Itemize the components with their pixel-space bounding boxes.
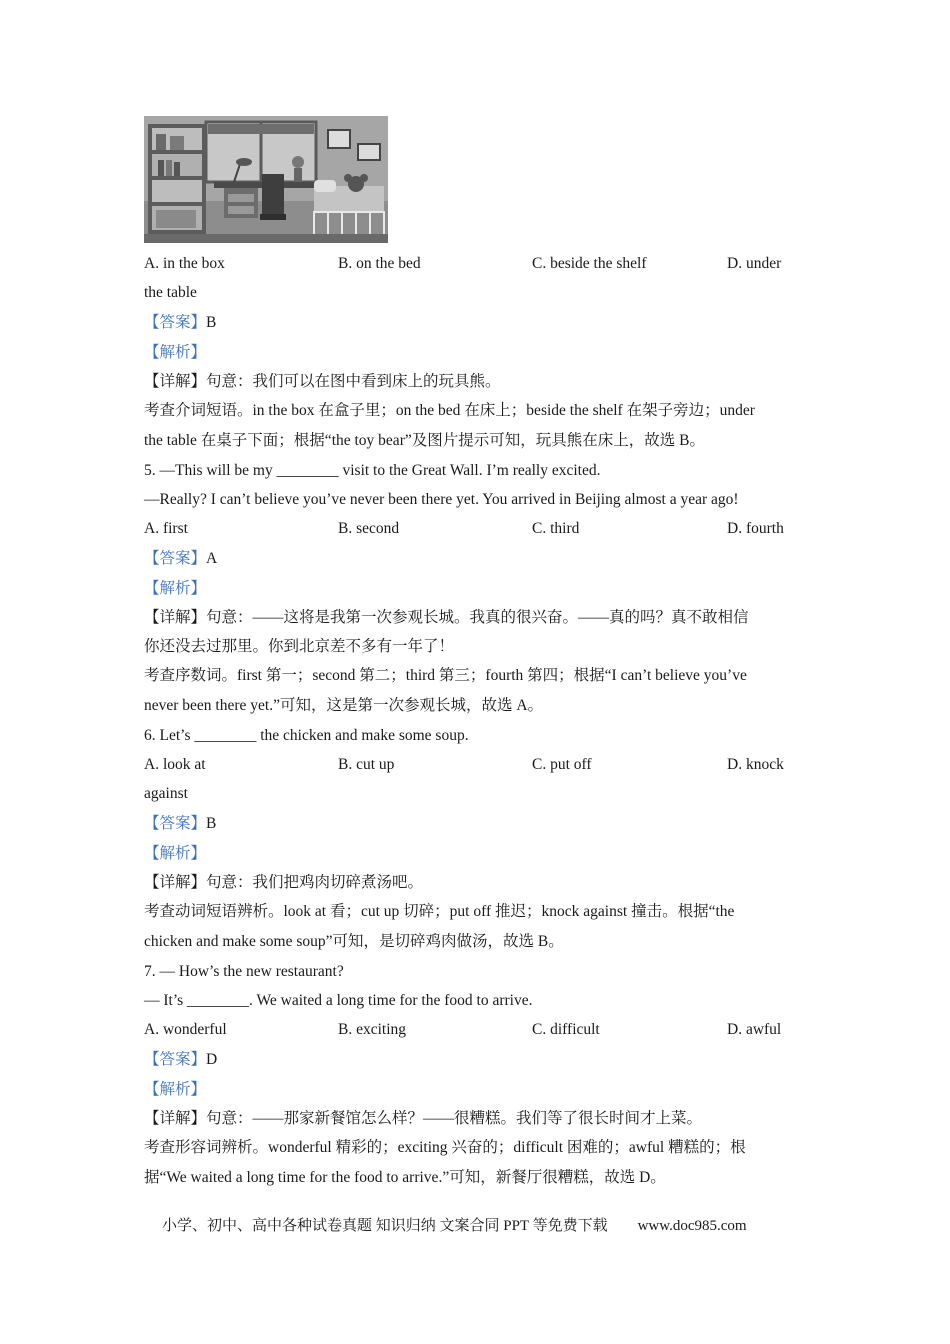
q6-option-wrap: against	[144, 785, 188, 802]
detail-tag: 【详解】	[144, 1110, 207, 1127]
q7-explain-2: 据“We waited a long time for the food to arrive.”可知，新餐厅很糟糕，故选 D。	[144, 1169, 666, 1186]
q5-option-d: D. fourth	[727, 520, 784, 537]
q4-option-b: B. on the bed	[338, 255, 421, 272]
answer-value: B	[206, 314, 217, 331]
q4-explain-2: the table 在桌子下面；根据“the toy bear”及图片提示可知，玩具熊在床上，故选 B。	[144, 432, 705, 449]
q7-analysis-tag: 【解析】	[144, 1081, 207, 1098]
answer-tag: 【答案】	[144, 1051, 207, 1068]
detail-tag: 【详解】	[144, 609, 207, 626]
footer-url[interactable]: www.doc985.com	[637, 1218, 747, 1234]
q5-detail-1	[144, 608, 749, 628]
q6-explain-1: 考查动词短语辨析。look at 看；cut up 切碎；put off 推迟；knock against 撞击。根据“the	[144, 903, 735, 920]
q6-option-d: D. knock	[727, 756, 784, 773]
detail-text: 句意：——那家新餐馆怎么样？——很糟糕。我们等了很长时间才上菜。	[206, 1110, 703, 1127]
q5-stem-2: —Really? I can’t believe you’ve never been there yet. You arrived in Beijing almost a year ago!	[144, 491, 739, 508]
q7-stem-1: 7. — How’s the new restaurant?	[144, 963, 344, 980]
detail-text: 句意：我们把鸡肉切碎煮汤吧。	[206, 874, 424, 891]
q5-analysis-tag: 【解析】	[144, 580, 207, 597]
page-footer	[162, 1214, 747, 1235]
detail-text: 句意：——这将是我第一次参观长城。我真的很兴奋。——真的吗？真不敢相信	[206, 609, 749, 626]
q5-stem-1: 5. —This will be my ________ visit to the Great Wall. I’m really excited.	[144, 462, 601, 479]
answer-value: B	[206, 815, 217, 832]
q4-option-wrap: the table	[144, 284, 197, 301]
answer-value: D	[206, 1051, 218, 1068]
q5-option-b: B. second	[338, 520, 400, 537]
q7-detail	[144, 1109, 702, 1129]
q5-answer	[144, 549, 217, 569]
bedroom-illustration	[144, 116, 388, 243]
q6-explain-2: chicken and make some soup”可知，是切碎鸡肉做汤，故选 B。	[144, 933, 564, 950]
q7-explain-1: 考查形容词辨析。wonderful 精彩的；exciting 兴奋的；difficult 困难的；awful 糟糕的；根	[144, 1139, 746, 1156]
q5-option-a: A. first	[144, 520, 188, 537]
q6-option-b: B. cut up	[338, 756, 395, 773]
q6-detail	[144, 873, 423, 893]
q5-option-c: C. third	[532, 520, 580, 537]
answer-tag: 【答案】	[144, 550, 207, 567]
q5-detail-2: 你还没去过那里。你到北京差不多有一年了！	[144, 638, 455, 655]
answer-tag: 【答案】	[144, 314, 207, 331]
q5-explain-2: never been there yet.”可知，这是第一次参观长城，故选 A。	[144, 697, 544, 714]
q4-option-d: D. under	[727, 255, 782, 272]
detail-tag: 【详解】	[144, 874, 207, 891]
answer-tag: 【答案】	[144, 815, 207, 832]
q5-explain-1: 考查序数词。first 第一；second 第二；third 第三；fourth 第四；根据“I can’t believe you’ve	[144, 667, 747, 684]
q6-answer	[144, 814, 216, 834]
q4-analysis-tag: 【解析】	[144, 344, 207, 361]
q4-answer	[144, 313, 216, 333]
q7-answer	[144, 1050, 217, 1070]
q6-option-c: C. put off	[532, 756, 592, 773]
q4-detail	[144, 372, 501, 392]
q6-option-a: A. look at	[144, 756, 206, 773]
q6-stem: 6. Let’s ________ the chicken and make some soup.	[144, 727, 469, 744]
q7-option-b: B. exciting	[338, 1021, 407, 1038]
footer-text: 小学、初中、高中各种试卷真题 知识归纳 文案合同 PPT 等免费下载	[162, 1218, 608, 1234]
detail-text: 句意：我们可以在图中看到床上的玩具熊。	[206, 373, 501, 390]
q4-option-a: A. in the box	[144, 255, 225, 272]
q6-analysis-tag: 【解析】	[144, 845, 207, 862]
q4-explain-1: 考查介词短语。in the box 在盒子里；on the bed 在床上；beside the shelf 在架子旁边；under	[144, 402, 755, 419]
q7-stem-2: — It’s ________. We waited a long time for the food to arrive.	[144, 992, 533, 1009]
answer-value: A	[206, 550, 218, 567]
q7-option-c: C. difficult	[532, 1021, 600, 1038]
q7-option-a: A. wonderful	[144, 1021, 227, 1038]
detail-tag: 【详解】	[144, 373, 207, 390]
q4-option-c: C. beside the shelf	[532, 255, 647, 272]
q7-option-d: D. awful	[727, 1021, 782, 1038]
